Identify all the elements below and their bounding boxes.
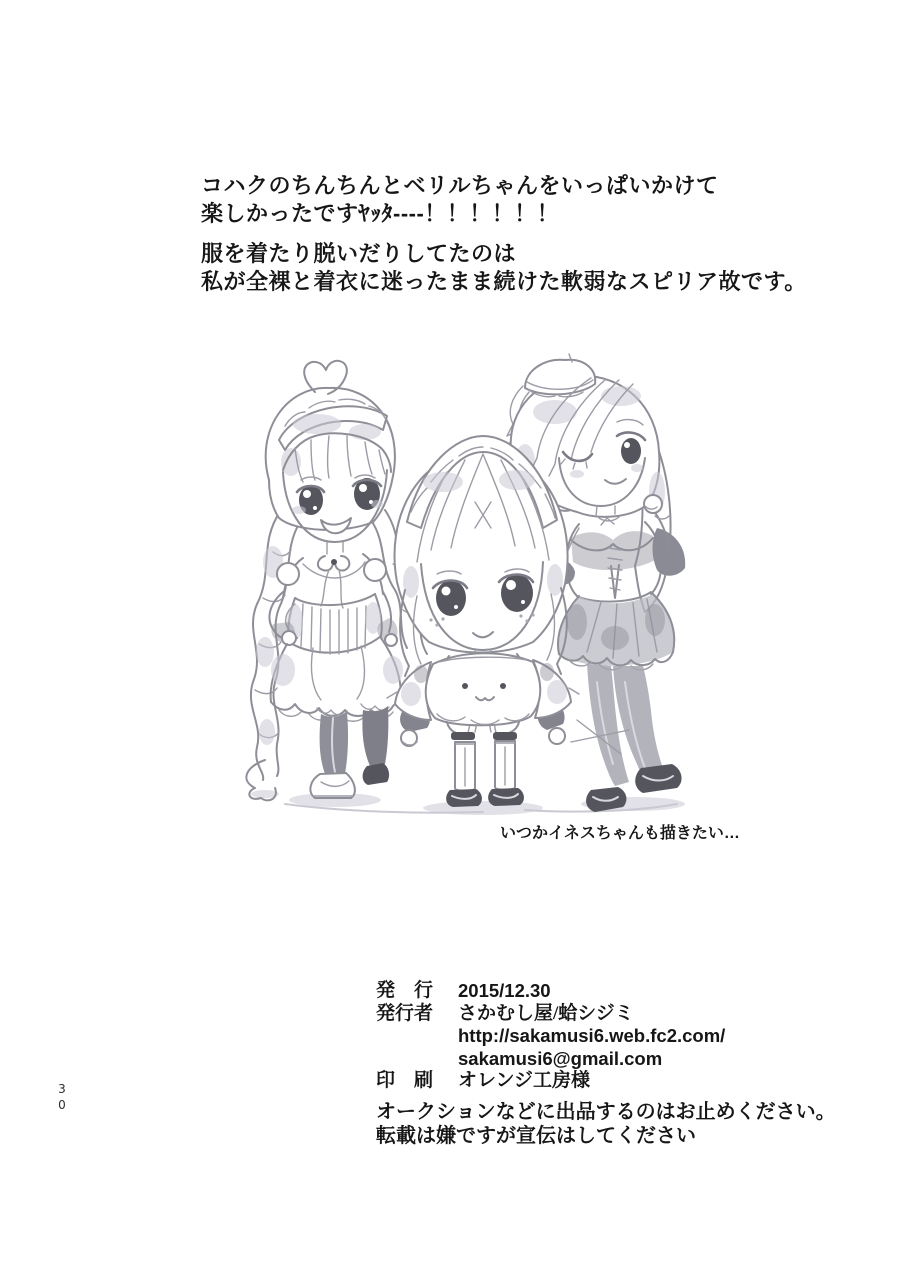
colophon-row-email (376, 1048, 725, 1071)
note-no-repost: 転載は嫌ですが宣伝はしてください (376, 1124, 696, 1147)
colophon-row-publisher (376, 1003, 725, 1026)
colophon-row-website (376, 1025, 725, 1048)
afterword-line-3: 服を着たり脱いだりしてたのは (201, 241, 517, 266)
colophon-label (376, 1048, 458, 1071)
afterword-paragraph-1 (201, 172, 719, 227)
maid-sketch-illustration (225, 352, 705, 822)
publisher-website-url: http://sakamusi6.web.fc2.com/ (458, 1025, 726, 1046)
publisher-email: sakamusi6@gmail.com (458, 1047, 663, 1069)
colophon-label: 印 刷 (376, 1070, 434, 1091)
afterword-line-2: 楽しかったですﾔｯﾀ----！！！！！！ (201, 200, 560, 226)
colophon-row-publish-date (376, 980, 725, 1003)
colophon-block (376, 980, 725, 1093)
center-maid-freckled-girl (387, 436, 579, 807)
page-number: 30 (55, 1082, 69, 1114)
colophon-label: 発行者 (376, 1002, 434, 1024)
note-no-auction: オークションなどに出品するのはお止めください。 (376, 1101, 836, 1123)
publisher-name: さかむし屋/蛤シジミ (458, 1002, 634, 1024)
afterword-line-1: コハクのちんちんとベリルちゃんをいっぱいかけて (201, 173, 719, 198)
illustration-caption: いつかイネスちゃんも描きたい… (500, 825, 740, 842)
publish-date: 2015/12.30 (458, 980, 551, 1001)
printer-name: オレンジ工房様 (458, 1070, 591, 1091)
colophon-row-printer (376, 1070, 725, 1093)
usage-notes (376, 1101, 836, 1148)
afterword-line-4: 私が全裸と着衣に迷ったまま続けた軟弱なスピリア故です。 (201, 268, 807, 294)
colophon-label (376, 1025, 458, 1048)
colophon-label: 発 行 (376, 980, 434, 1001)
pencil-sketch-three-maids (225, 352, 705, 822)
afterword-paragraph-2 (201, 240, 807, 295)
